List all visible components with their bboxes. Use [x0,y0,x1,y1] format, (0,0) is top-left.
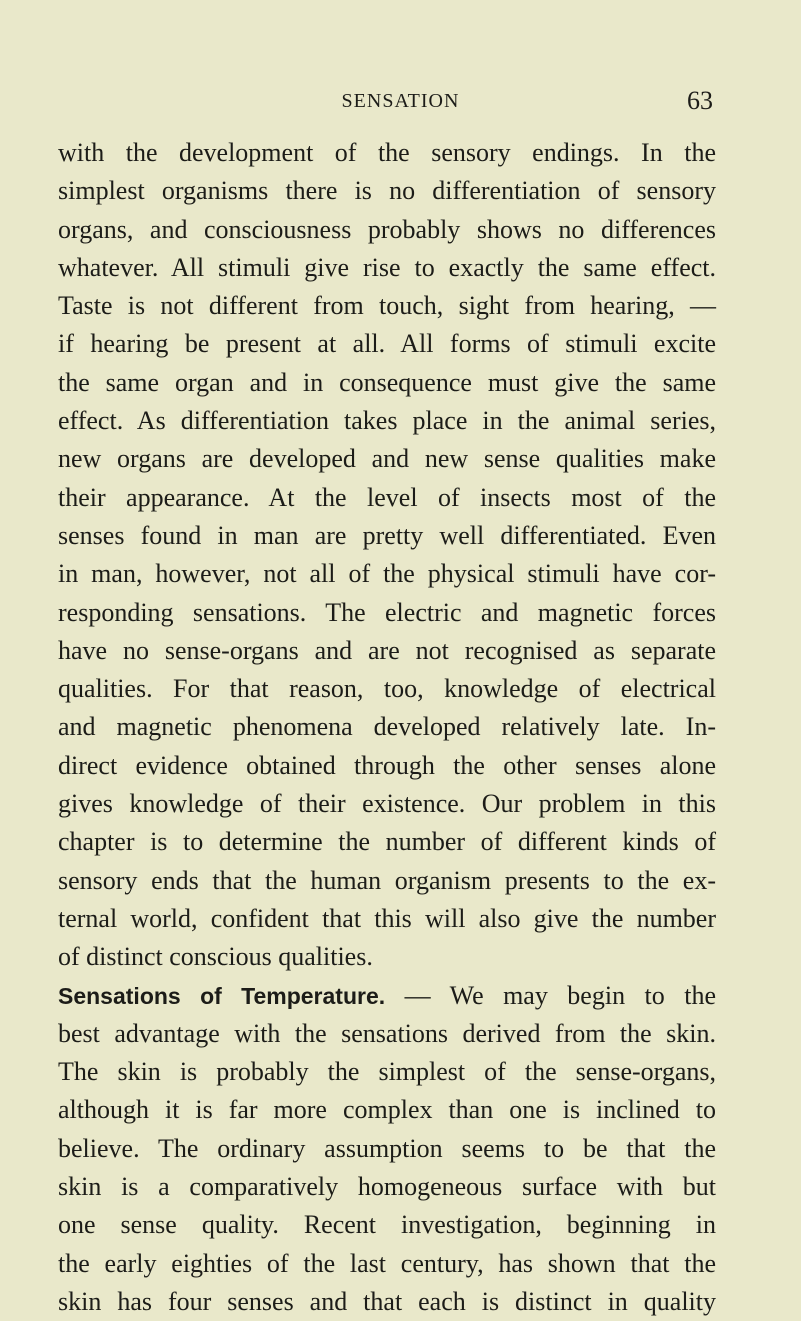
text-line: in man, however, not all of the physical stimuli have cor- [58,559,716,589]
text-line: the early eighties of the last century, has shown that the [58,1248,716,1278]
text-line: ternal world, confident that this will also give the number [58,903,716,933]
text-line: simplest organisms there is no differentiation of sensory [58,176,716,206]
text-line: qualities. For that reason, too, knowledge of electrical [58,674,716,704]
running-title: SENSATION [341,90,460,112]
text-line: and magnetic phenomena developed relatively late. In- [58,712,716,742]
text-line: senses found in man are pretty well differentiated. Even [58,520,716,550]
text-line: responding sensations. The electric and magnetic forces [58,597,716,627]
text-line: although it is far more complex than one is inclined to [58,1095,716,1125]
text-line: skin has four senses and that each is distinct in quality [58,1286,716,1316]
text-line: best advantage with the sensations derived from the skin. [58,1018,716,1048]
text-line: The skin is probably the simplest of the sense-organs, [58,1057,716,1087]
text-line: sensory ends that the human organism presents to the ex- [58,865,716,895]
text-line: chapter is to determine the number of different kinds of [58,827,716,857]
text-line: gives knowledge of their existence. Our problem in this [58,789,716,819]
text-line: organs, and consciousness probably shows no differences [58,214,716,244]
section-heading: Sensations of Temperature. [58,982,386,1009]
page-number: 63 [687,86,713,115]
text-line: effect. As differentiation takes place in the animal series, [58,406,716,436]
text-line: if hearing be present at all. All forms of stimuli excite [58,329,716,359]
running-head [0,86,801,116]
text-line: skin is a comparatively homogeneous surface with but [58,1172,716,1202]
text-line: new organs are developed and new sense qualities make [58,444,716,474]
paragraph-last-line: of distinct conscious qualities. [58,942,373,972]
text-line: with the development of the sensory endings. In the [58,138,716,167]
text-line: Taste is not different from touch, sight from hearing, — [58,291,716,321]
text-line: one sense quality. Recent investigation, beginning in [58,1210,716,1240]
text-line: believe. The ordinary assumption seems to be that the [58,1133,716,1163]
text-line: their appearance. At the level of insects most of the [58,482,716,512]
text-line: direct evidence obtained through the other senses alone [58,750,716,780]
text-line: have no sense-organs and are not recognised as separate [58,635,716,665]
section-first-line [58,977,716,1015]
text-line: the same organ and in consequence must give the same [58,367,716,397]
text-line: whatever. All stimuli give rise to exactly the same effect. [58,252,716,282]
body-text [58,134,716,1321]
section-first-line-text: — We may begin to the [385,980,716,1010]
